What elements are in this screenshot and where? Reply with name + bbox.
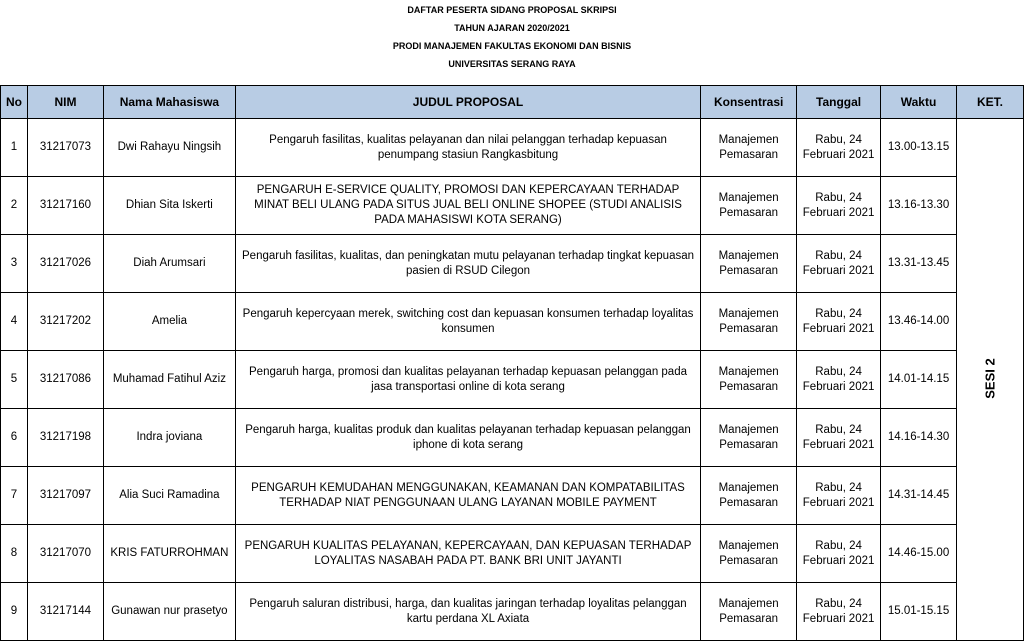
cell-nim: 31217160 xyxy=(27,177,103,235)
cell-konsentrasi-line-2: Pemasaran xyxy=(719,322,779,335)
cell-nim: 31217086 xyxy=(27,351,103,409)
cell-nama: Alia Suci Ramadina xyxy=(103,467,235,525)
cell-nim: 31217144 xyxy=(27,583,103,641)
cell-nim: 31217073 xyxy=(27,119,103,177)
cell-no: 9 xyxy=(1,583,28,641)
table-header-row xyxy=(1,86,1024,119)
cell-nama: Amelia xyxy=(103,293,235,351)
cell-tanggal xyxy=(797,177,881,235)
cell-judul: PENGARUH KEMUDAHAN MENGGUNAKAN, KEAMANAN DAN KOMPATABILITAS TERHADAP NIAT PENGGUNAAN ULANG LAYANAN MOBILE PAYMENT xyxy=(235,467,700,525)
col-header-nama: Nama Mahasiswa xyxy=(103,86,235,119)
cell-konsentrasi-line-2: Pemasaran xyxy=(719,496,779,509)
cell-waktu: 13.31-13.45 xyxy=(881,235,957,293)
cell-judul: Pengaruh kepercyaan merek, switching cost dan kepuasan konsumen terhadap loyalitas konsumen xyxy=(235,293,700,351)
cell-nama: Indra joviana xyxy=(103,409,235,467)
cell-nama: Muhamad Fatihul Aziz xyxy=(103,351,235,409)
cell-konsentrasi-line-1: Manajemen xyxy=(718,539,779,552)
cell-nim: 31217026 xyxy=(27,235,103,293)
cell-judul: PENGARUH E-SERVICE QUALITY, PROMOSI DAN KEPERCAYAAN TERHADAP MINAT BELI ULANG PADA SITUS JUAL BELI ONLINE SHOPEE (STUDI ANALISIS PADA MAHASISWI KOTA SERANG) xyxy=(235,177,700,235)
title-line-3: PRODI MANAJEMEN FAKULTAS EKONOMI DAN BISNIS xyxy=(392,41,632,51)
cell-ket xyxy=(956,119,1023,641)
cell-tanggal-line-1: Rabu, 24 xyxy=(815,539,862,552)
table-row xyxy=(1,351,1024,409)
col-header-ket: KET. xyxy=(956,86,1023,119)
cell-tanggal xyxy=(797,235,881,293)
cell-konsentrasi xyxy=(701,525,797,583)
cell-tanggal xyxy=(797,293,881,351)
cell-no: 4 xyxy=(1,293,28,351)
session-label: SESI 2 xyxy=(982,358,998,399)
cell-waktu: 13.00-13.15 xyxy=(881,119,957,177)
cell-judul: Pengaruh saluran distribusi, harga, dan kualitas jaringan terhadap loyalitas pelanggan kartu perdana XL Axiata xyxy=(235,583,700,641)
cell-konsentrasi-line-1: Manajemen xyxy=(718,423,779,436)
table-row xyxy=(1,583,1024,641)
cell-nama: Dhian Sita Iskerti xyxy=(103,177,235,235)
cell-konsentrasi xyxy=(701,467,797,525)
cell-tanggal-line-2: Februari 2021 xyxy=(802,612,875,625)
title-line-1: DAFTAR PESERTA SIDANG PROPOSAL SKRIPSI xyxy=(407,5,617,15)
cell-konsentrasi-line-2: Pemasaran xyxy=(719,554,779,567)
cell-tanggal-line-2: Februari 2021 xyxy=(802,322,875,335)
cell-waktu: 13.16-13.30 xyxy=(881,177,957,235)
cell-konsentrasi-line-2: Pemasaran xyxy=(719,438,779,451)
cell-waktu: 14.16-14.30 xyxy=(881,409,957,467)
cell-tanggal-line-2: Februari 2021 xyxy=(802,264,875,277)
cell-tanggal xyxy=(797,409,881,467)
cell-no: 2 xyxy=(1,177,28,235)
cell-judul: Pengaruh harga, kualitas produk dan kualitas pelayanan terhadap kepuasan pelanggan iphone di kota serang xyxy=(235,409,700,467)
cell-nim: 31217097 xyxy=(27,467,103,525)
cell-konsentrasi xyxy=(701,177,797,235)
cell-konsentrasi xyxy=(701,119,797,177)
cell-no: 6 xyxy=(1,409,28,467)
col-header-waktu: Waktu xyxy=(881,86,957,119)
col-header-no: No xyxy=(1,86,28,119)
cell-konsentrasi-line-1: Manajemen xyxy=(718,191,779,204)
title-line-2: TAHUN AJARAN 2020/2021 xyxy=(454,23,570,33)
cell-konsentrasi-line-2: Pemasaran xyxy=(719,206,779,219)
cell-no: 8 xyxy=(1,525,28,583)
cell-konsentrasi-line-2: Pemasaran xyxy=(719,264,779,277)
cell-konsentrasi xyxy=(701,235,797,293)
table-row xyxy=(1,293,1024,351)
cell-tanggal xyxy=(797,583,881,641)
cell-judul: Pengaruh fasilitas, kualitas, dan peningkatan mutu pelayanan terhadap tingkat kepuasan pasien di RSUD Cilegon xyxy=(235,235,700,293)
cell-tanggal-line-1: Rabu, 24 xyxy=(815,481,862,494)
cell-tanggal-line-1: Rabu, 24 xyxy=(815,597,862,610)
cell-no: 7 xyxy=(1,467,28,525)
document-header xyxy=(0,0,1024,85)
cell-konsentrasi-line-1: Manajemen xyxy=(718,307,779,320)
col-header-judul: JUDUL PROPOSAL xyxy=(235,86,700,119)
cell-waktu: 15.01-15.15 xyxy=(881,583,957,641)
cell-nim: 31217198 xyxy=(27,409,103,467)
table-row xyxy=(1,409,1024,467)
table-row xyxy=(1,467,1024,525)
cell-tanggal xyxy=(797,351,881,409)
col-header-konsentrasi: Konsentrasi xyxy=(701,86,797,119)
cell-konsentrasi-line-2: Pemasaran xyxy=(719,380,779,393)
cell-no: 5 xyxy=(1,351,28,409)
cell-tanggal-line-1: Rabu, 24 xyxy=(815,191,862,204)
cell-konsentrasi-line-2: Pemasaran xyxy=(719,612,779,625)
cell-tanggal-line-2: Februari 2021 xyxy=(802,148,875,161)
cell-tanggal-line-1: Rabu, 24 xyxy=(815,423,862,436)
cell-tanggal-line-2: Februari 2021 xyxy=(802,496,875,509)
cell-tanggal-line-2: Februari 2021 xyxy=(802,380,875,393)
cell-tanggal-line-2: Februari 2021 xyxy=(802,554,875,567)
participant-table xyxy=(0,85,1024,641)
cell-tanggal-line-1: Rabu, 24 xyxy=(815,365,862,378)
cell-konsentrasi xyxy=(701,583,797,641)
cell-konsentrasi-line-1: Manajemen xyxy=(718,597,779,610)
cell-konsentrasi xyxy=(701,409,797,467)
cell-nim: 31217202 xyxy=(27,293,103,351)
cell-tanggal xyxy=(797,467,881,525)
cell-tanggal-line-1: Rabu, 24 xyxy=(815,133,862,146)
cell-judul: PENGARUH KUALITAS PELAYANAN, KEPERCAYAAN, DAN KEPUASAN TERHADAP LOYALITAS NASABAH PADA PT. BANK BRI UNIT JAYANTI xyxy=(235,525,700,583)
cell-tanggal-line-1: Rabu, 24 xyxy=(815,307,862,320)
col-header-tanggal: Tanggal xyxy=(797,86,881,119)
cell-no: 1 xyxy=(1,119,28,177)
table-row xyxy=(1,119,1024,177)
cell-konsentrasi-line-1: Manajemen xyxy=(718,249,779,262)
table-row xyxy=(1,525,1024,583)
cell-waktu: 14.46-15.00 xyxy=(881,525,957,583)
cell-tanggal xyxy=(797,119,881,177)
cell-tanggal-line-1: Rabu, 24 xyxy=(815,249,862,262)
cell-konsentrasi xyxy=(701,293,797,351)
cell-nama: Diah Arumsari xyxy=(103,235,235,293)
cell-tanggal-line-2: Februari 2021 xyxy=(802,206,875,219)
cell-waktu: 13.46-14.00 xyxy=(881,293,957,351)
col-header-nim: NIM xyxy=(27,86,103,119)
cell-judul: Pengaruh harga, promosi dan kualitas pelayanan terhadap kepuasan pelanggan pada jasa transportasi online di kota serang xyxy=(235,351,700,409)
table-row xyxy=(1,177,1024,235)
title-line-4: UNIVERSITAS SERANG RAYA xyxy=(448,59,576,69)
cell-tanggal-line-2: Februari 2021 xyxy=(802,438,875,451)
cell-konsentrasi-line-1: Manajemen xyxy=(718,481,779,494)
cell-tanggal xyxy=(797,525,881,583)
cell-konsentrasi-line-2: Pemasaran xyxy=(719,148,779,161)
cell-nama: KRIS FATURROHMAN xyxy=(103,525,235,583)
cell-konsentrasi-line-1: Manajemen xyxy=(718,365,779,378)
cell-no: 3 xyxy=(1,235,28,293)
cell-konsentrasi-line-1: Manajemen xyxy=(718,133,779,146)
cell-nama: Gunawan nur prasetyo xyxy=(103,583,235,641)
cell-judul: Pengaruh fasilitas, kualitas pelayanan dan nilai pelanggan terhadap kepuasan penumpang stasiun Rangkasbitung xyxy=(235,119,700,177)
cell-nama: Dwi Rahayu Ningsih xyxy=(103,119,235,177)
cell-nim: 31217070 xyxy=(27,525,103,583)
cell-konsentrasi xyxy=(701,351,797,409)
cell-waktu: 14.31-14.45 xyxy=(881,467,957,525)
cell-waktu: 14.01-14.15 xyxy=(881,351,957,409)
table-row xyxy=(1,235,1024,293)
